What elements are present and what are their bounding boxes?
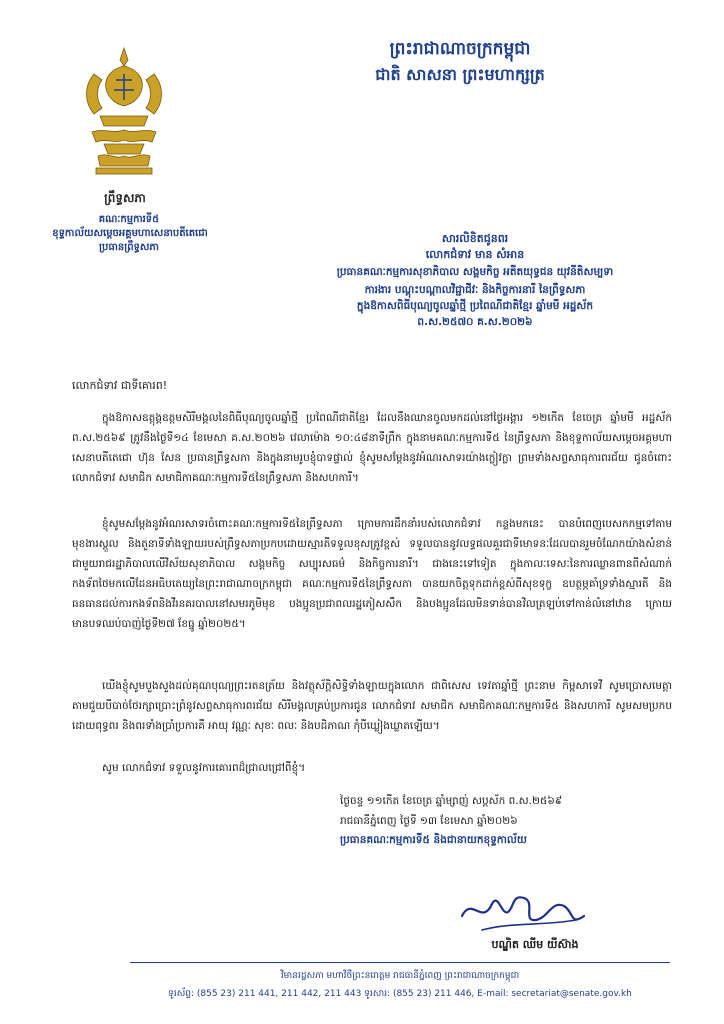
footer-contact: ទូរស័ព្ទ: (855 23) 211 441, 211 442, 211 443 ទូរសារ: (855 23) 211 446, E-mail: secretariat@senate.gov.kh — [168, 989, 632, 999]
national-motto: ជាតិ សាសនា ព្រះមហាក្សត្រ — [375, 65, 545, 84]
senate-emblem-icon — [74, 44, 174, 176]
occasion-year: ព.ស.២៥៧០ គ.ស.២០២៦ — [417, 316, 533, 328]
organization-name: ព្រឹទ្ធសភា — [104, 191, 146, 205]
recipient-title-1: ប្រធានគណៈកម្មការសុខាភិបាល សង្គមកិច្ច អតីតយុទ្ធជន យុវនីតិសម្បទា — [336, 266, 614, 278]
body-paragraph-1: ក្នុងឱកាសឧត្តុង្គឧត្តមសិរីមង្គលនៃពិធីបុណ្យចូលឆ្នាំថ្មី ប្រពៃណីជាតិខ្មែរ ដែលនឹងឈានចូលមកដល់នៅថ្ងៃអង្គារ ១២កើត ខែចេត្រ ឆ្នាំមមី អដ្ឋស័ក ព.ស.២៥៦៩ ត្រូវនឹងថ្ងៃទី១៤ ខែមេសា គ.ស.២០២៦ វេលាម៉ោង ១០:៤៨នាទីព្រឹក ក្នុងនាមគណៈកម្មការទី៥ នៃព្រឹទ្ធសភា និងខុទ្ទកាល័យសម្តេចអគ្គមហាសេនាបតីតេជោ ហ៊ុន សែន ប្រធានព្រឹទ្ធសភា និងក្នុងនាមរូបខ្ញុំបាទផ្ទាល់ ខ្ញុំសូមសម្តែងនូវអំណរសាទរយ៉ាងក្លៀវក្លា ព្រមទាំងសព្ទសាធុការពរជ័យ ជូនចំពោះលោកជំទាវ សមាជិក សមាជិកាគណៈកម្មការទី៥នៃព្រឹទ្ធសភា និងសហការី។ — [72, 412, 672, 484]
recipient-name: លោកជំទាវ មាន សំអាន — [425, 248, 525, 261]
signatory-name: បណ្ឌិត ឈីម យីស៊ាង — [491, 938, 579, 951]
salutation: លោកជំទាវ ជាទីគោរព! — [72, 379, 168, 392]
signatory-title: ប្រធានគណៈកម្មការទី៥ និងជានាយកខុទ្ទកាល័យ — [340, 834, 527, 846]
handwritten-signature — [452, 886, 592, 946]
solar-date: រាជធានីភ្នំពេញ ថ្ងៃទី ១៣ ខែមេសា ឆ្នាំ២០២៦ — [340, 815, 518, 827]
footer-address: វិមានរដ្ឋសភា មហាវិថីព្រះនរោត្តម រាជធានីភ្នំពេញ ព្រះរាជាណាចក្រកម្ពុជា — [280, 971, 520, 981]
occasion-line: ក្នុងឱកាសពិធីបុណ្យចូលឆ្នាំថ្មី ប្រពៃណីជាតិខ្មែរ ឆ្នាំមមី អដ្ឋស័ក — [356, 300, 594, 312]
kingdom-title: ព្រះរាជាណាចក្រកម្ពុជា — [389, 39, 531, 59]
organization-line-3: ប្រធានព្រឹទ្ធសភា — [99, 242, 159, 253]
lunar-date: ថ្ងៃចន្ទ ១១កើត ខែចេត្រ ឆ្នាំម្សាញ់ សប្តស័ក ព.ស.២៥៦៩ — [340, 795, 563, 807]
footer-divider — [130, 962, 670, 963]
organization-line-2: ខុទ្ទកាល័យសម្តេចអគ្គមហាសេនាបតីតេជោ — [52, 228, 208, 239]
closing-line: សូម លោកជំទាវ ទទួលនូវការគោរពដ៏ជ្រាលជ្រៅពីខ្ញុំ។ — [102, 762, 306, 774]
letter-type: សារលិខិតជូនពរ — [441, 232, 509, 245]
organization-line-1: គណៈកម្មការទី៥ — [98, 214, 160, 225]
body-paragraph-3: យើងខ្ញុំសូមបួងសួងដល់គុណបុណ្យព្រះរតនត្រ័យ និងវត្ថុស័ក្តិសិទ្ធិទាំងឡាយក្នុងលោក ជាពិសេស ទេវតាឆ្នាំថ្មី ព្រះនាម កិម្ពសាទេវី សូមប្រោសមេត្តាតាមជួយបីបាច់ថែរក្សាប្រោះព្រំនូវសព្ទសាធុការពរជ័យ សិរីមង្គលគ្រប់ប្រការជូន លោកជំទាវ សមាជិក សមាជិកាគណៈកម្មការទី៥ និងសហការី សូមសមប្រកបដោយពុទ្ធពរ និងពរទាំងប្រាំប្រការគឺ អាយុ វណ្ណៈ សុខៈ ពលៈ និងបដិភាណ កុំបីឃ្លៀងឃ្លាតឡើយ។ — [72, 680, 672, 732]
body-paragraph-2: ខ្ញុំសូមសម្តែងនូវអំណរសាទរចំពោះគណៈកម្មការទី៥នៃព្រឹទ្ធសភា ក្រោមការដឹកនាំរបស់លោកជំទាវ កន្លងមកនេះ បានបំពេញបេសកកម្មទៅតាមមុខងារស្តួល និងតួនាទីទាំងឡាយរបស់ព្រឹទ្ធសភាប្រកបដោយស្មារតីទទួលខុសត្រូវខ្ពស់ ទទួលបាននូវលទ្ធផលគួរជាទីមោទនៈដែលបានរួមចំណែកយ៉ាងសំខាន់ជាមួយរាជរដ្ឋាភិបាលលើវិស័យសុខាភិបាល សង្គមកិច្ច សប្បុរសធម៌ និងកិច្ចការនារី។ ជាងនេះទៅទៀត ក្នុងកាលៈទេសៈនៃការឈ្លានពានពីសំណាក់កងទ័ពថៃមកលើដែនអធិបតេយ្យនៃព្រះរាជាណាចក្រកម្ពុជា គណៈកម្មការទី៥នៃព្រឹទ្ធសភា បានយកចិត្តទុកដាក់ខ្ពស់ពីសុខទុក្ខ ឧបត្ថម្ភគាំទ្រទាំងស្មារតី និងធនធានដល់ការកងទ័ពនិងវីរនគរបាលនៅសមរភូមិមុខ បងប្អូនប្រជាពលរដ្ឋភៀសសឹក និងបងប្អូនដែលមិនទាន់បានវិលត្រឡប់ទៅកាន់លំនៅឋាន ក្រោយមានបទឈប់បាញ់ថ្ងៃទី២៧ ខែធ្នូ ឆ្នាំ២០២៥។ — [72, 518, 672, 630]
recipient-title-2: ការងារ បណ្តុះបណ្តាលវិជ្ជាជីវៈ និងកិច្ចការនារី នៃព្រឹទ្ធសភា — [364, 284, 586, 296]
